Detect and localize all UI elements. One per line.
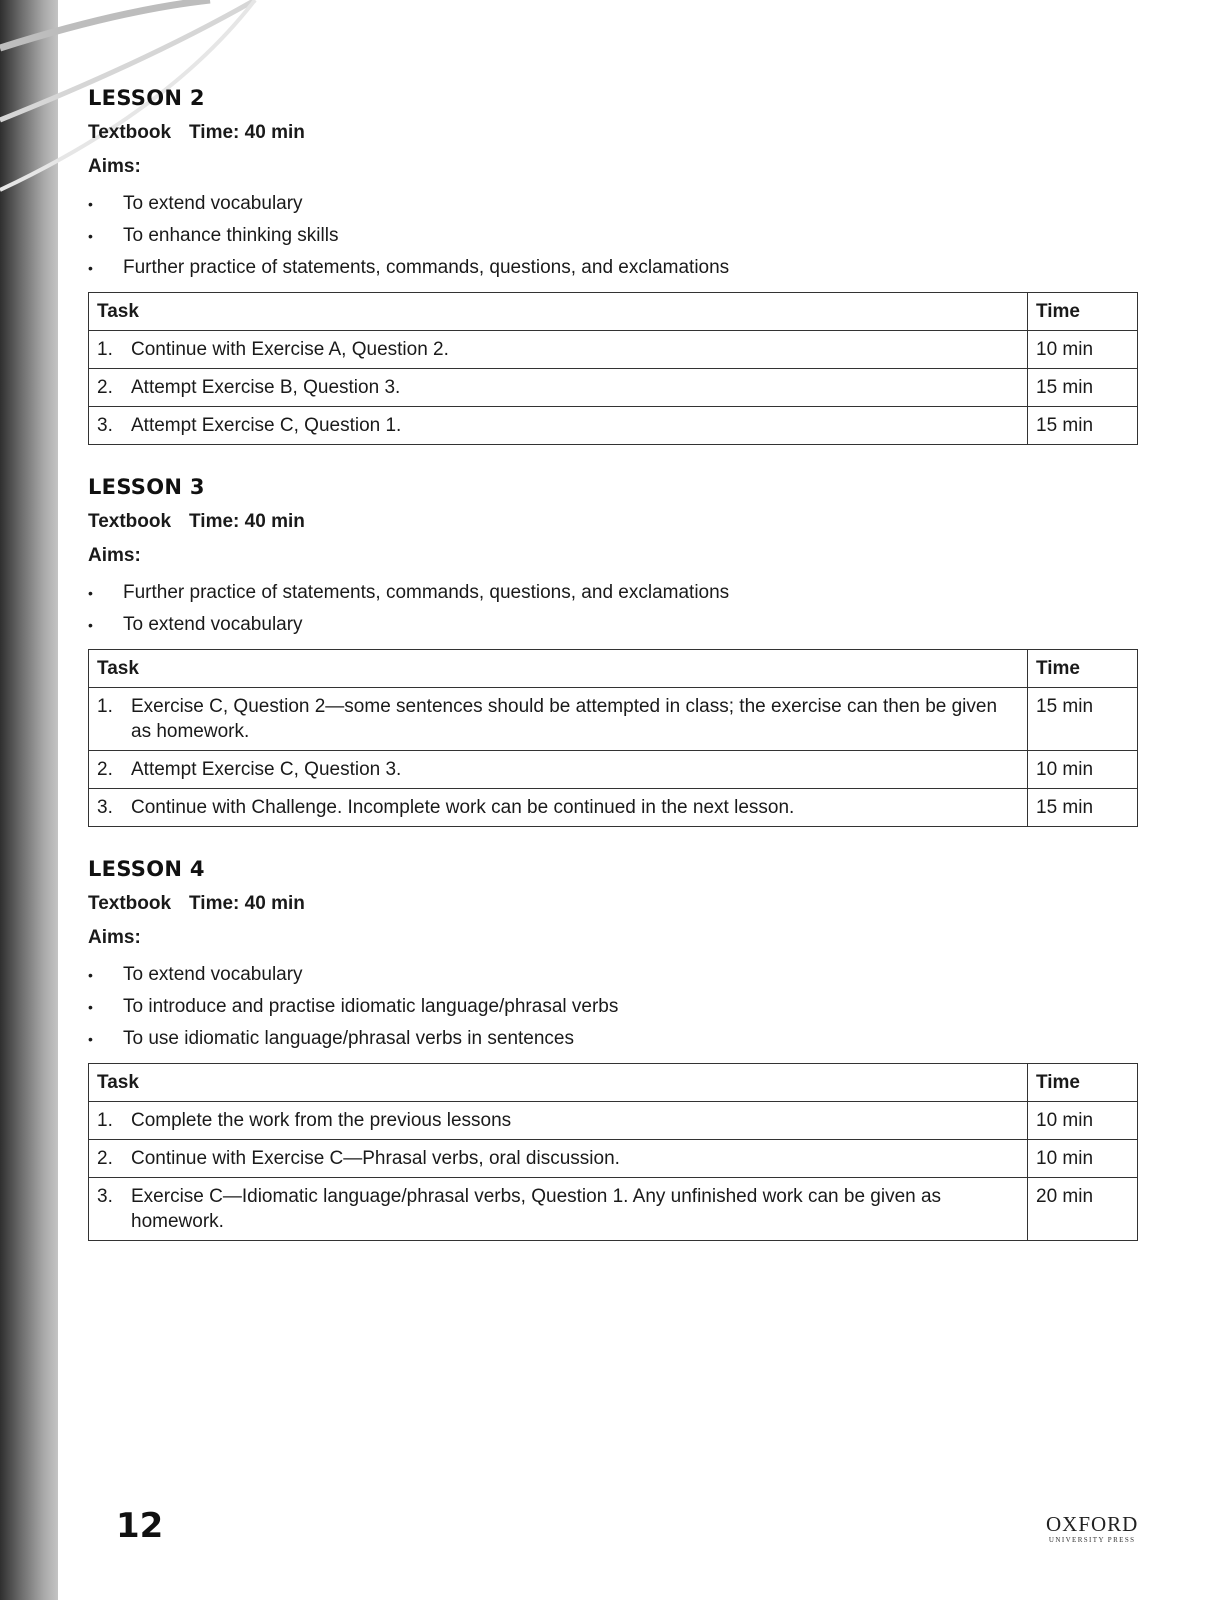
task-number: 3. [97,797,113,818]
task-column-header: Task [89,1064,1028,1102]
aims-list [88,188,1138,284]
task-cell [89,407,1028,445]
lesson-title: LESSON 2 [88,86,205,110]
lesson-source: Textbook [88,122,172,143]
aim-item: • To extend vocabulary [88,188,1138,220]
task-text: Attempt Exercise C, Question 1. [131,415,402,436]
task-cell [89,331,1028,369]
lesson-time: Time: 40 min [189,893,305,914]
lesson-4-section [88,857,1138,1241]
publisher-name: OXFORD [1046,1512,1139,1536]
task-time: 15 min [1028,407,1138,445]
publisher-subtitle: UNIVERSITY PRESS [1048,1536,1136,1544]
lesson-2-section [88,86,1138,445]
table-row [89,1178,1138,1241]
task-cell [89,688,1028,751]
task-text: Continue with Challenge. Incomplete work can be continued in the next lesson. [131,797,795,818]
task-cell [89,1102,1028,1140]
task-time: 15 min [1028,688,1138,751]
lesson-meta [88,511,1138,533]
task-time: 15 min [1028,789,1138,827]
task-cell [89,789,1028,827]
task-cell [89,369,1028,407]
table-row [89,1140,1138,1178]
task-number: 3. [97,1186,113,1207]
lesson-title: LESSON 4 [88,857,205,881]
lesson-meta [88,893,1138,915]
aims-list [88,959,1138,1055]
task-text: Exercise C, Question 2—some sentences should be attempted in class; the exercise can then be given as homework. [131,696,998,742]
task-text: Attempt Exercise C, Question 3. [131,759,402,780]
aim-item: • To extend vocabulary [88,959,1138,991]
task-time: 15 min [1028,369,1138,407]
table-row [89,688,1138,751]
lesson-source: Textbook [88,511,172,532]
table-header-row [89,293,1138,331]
table-row [89,789,1138,827]
aim-item: • To extend vocabulary [88,609,1138,641]
lesson-source: Textbook [88,893,172,914]
task-cell [89,1140,1028,1178]
task-table [88,1063,1138,1241]
task-cell [89,1178,1028,1241]
aims-label: Aims: [88,545,141,566]
task-cell [89,751,1028,789]
task-time: 10 min [1028,331,1138,369]
task-text: Exercise C—Idiomatic language/phrasal verbs, Question 1. Any unfinished work can be given as homework. [131,1186,942,1232]
publisher-logo [1046,1512,1138,1544]
task-number: 3. [97,415,113,436]
task-number: 1. [97,339,113,360]
task-column-header: Task [89,293,1028,331]
time-column-header: Time [1028,293,1138,331]
aims-list [88,577,1138,641]
aims-label: Aims: [88,927,141,948]
task-text: Continue with Exercise C—Phrasal verbs, oral discussion. [131,1148,620,1169]
task-column-header: Task [89,650,1028,688]
task-table [88,649,1138,827]
task-text: Continue with Exercise A, Question 2. [131,339,449,360]
task-time: 10 min [1028,751,1138,789]
aim-item: • To enhance thinking skills [88,220,1138,252]
task-time: 10 min [1028,1102,1138,1140]
lesson-plan-content [88,86,1138,1271]
table-row [89,407,1138,445]
aim-item: • To introduce and practise idiomatic language/phrasal verbs [88,991,1138,1023]
lesson-time: Time: 40 min [189,511,305,532]
table-row [89,1102,1138,1140]
lesson-title: LESSON 3 [88,475,205,499]
aims-label: Aims: [88,156,141,177]
lesson-3-section [88,475,1138,827]
task-text: Complete the work from the previous lessons [131,1110,512,1131]
task-time: 10 min [1028,1140,1138,1178]
lesson-time: Time: 40 min [189,122,305,143]
page-side-band [0,0,58,1600]
table-header-row [89,1064,1138,1102]
task-number: 2. [97,1148,113,1169]
aim-item: • To use idiomatic language/phrasal verbs in sentences [88,1023,1138,1055]
page-number: 12 [116,1506,164,1546]
table-row [89,331,1138,369]
aim-item: • Further practice of statements, commands, questions, and exclamations [88,252,1138,284]
table-row [89,751,1138,789]
task-number: 1. [97,696,113,717]
aim-item: • Further practice of statements, commands, questions, and exclamations [88,577,1138,609]
table-header-row [89,650,1138,688]
time-column-header: Time [1028,1064,1138,1102]
lesson-meta [88,122,1138,144]
task-number: 1. [97,1110,113,1131]
task-text: Attempt Exercise B, Question 3. [131,377,401,398]
table-row [89,369,1138,407]
time-column-header: Time [1028,650,1138,688]
task-number: 2. [97,759,113,780]
task-time: 20 min [1028,1178,1138,1241]
task-number: 2. [97,377,113,398]
task-table [88,292,1138,445]
